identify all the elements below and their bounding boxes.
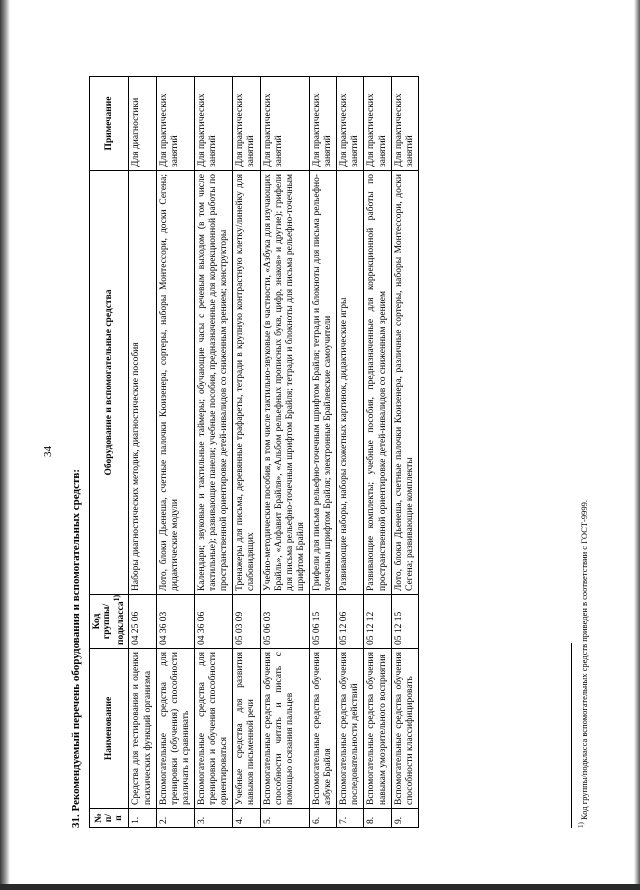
footnote <box>577 500 589 828</box>
row-equipment: Лото, блоки Дьенеша, счетные палочки Кюизенера, различные сортеры, наборы Монтессори, доски Сегена; развивающие комплекты <box>391 171 418 595</box>
row-equipment: Развивающие комплекты; учебные пособия, предназначенные для коррекционной работы по пространственной ориентировке детей-инвалидов со сниженным зрением <box>364 171 391 595</box>
table-header-row <box>90 77 129 828</box>
row-equipment: Грифели для письма рельефно-точечным шрифтом Брайля; тетради и блокноты для письма рельефно-точечным шрифтом Брайля; электронные Брайлевские самоучители <box>310 171 337 595</box>
row-num: 6. <box>310 809 337 828</box>
row-equipment: Тренажеры для письма, деревянные трафареты, тетради в крупную контрастную клетку/линейку для слабовидящих <box>233 171 260 595</box>
row-note: Для практических занятий <box>233 77 260 171</box>
row-name: Вспомогательные средства обучения способности читать и писать с помощью осязания пальцев <box>260 649 309 809</box>
row-code: 04 25 06 <box>129 595 156 649</box>
row-code: 05 12 15 <box>391 595 418 649</box>
row-num: 2. <box>156 809 194 828</box>
row-name: Вспомогательные средства обучения азбуке Брайля <box>310 649 337 809</box>
table-row <box>233 77 260 828</box>
header-note: Примечание <box>90 77 129 171</box>
row-num: 4. <box>233 809 260 828</box>
row-note: Для практических занятий <box>156 77 194 171</box>
header-code-label: Код группы/ подкласса <box>92 601 127 645</box>
row-equipment: Учебно-методические пособия, в том числе тактильно-звуковые (в частности, «Азбука для изучающих Брайль», «Алфавит Брайля», «Альбом рельефных прописных букв, цифр, знаков» и другие); грифели для письма рельефно-точечным шрифтом Брайля; тетради и блокноты для письма рельефно-точечным шрифтом Брайля <box>260 171 309 595</box>
row-name: Учебные средства для развития навыков письменной речи <box>233 649 260 809</box>
section-title: 31. Рекомендуемый перечень оборудования и вспомогательных средств: <box>70 469 82 828</box>
row-name: Вспомогательные средства для тренировки (обучения) способности различать и сравнивать <box>156 649 194 809</box>
row-note: Для практических занятий <box>391 77 418 171</box>
header-name: Наименование <box>90 649 129 809</box>
row-name: Вспомогательные средства обучения способности классифицировать <box>391 649 418 809</box>
table-row <box>129 77 156 828</box>
footnote-divider <box>571 643 572 828</box>
row-note: Для практических занятий <box>195 77 233 171</box>
row-num: 1. <box>129 809 156 828</box>
row-num: 8. <box>364 809 391 828</box>
table-row <box>337 77 364 828</box>
row-num: 3. <box>195 809 233 828</box>
header-code <box>90 595 129 649</box>
row-code: 05 06 03 <box>260 595 309 649</box>
row-num: 7. <box>337 809 364 828</box>
row-equipment: Наборы диагностических методик, диагностические пособия <box>129 171 156 595</box>
table-row <box>156 77 194 828</box>
row-code: 04 36 06 <box>195 595 233 649</box>
row-num: 9. <box>391 809 418 828</box>
row-name: Вспомогательные средства обучения навыкам умозрительного восприятия <box>364 649 391 809</box>
row-name: Вспомогательные средства обучения последовательности действий <box>337 649 364 809</box>
row-code: 05 12 06 <box>337 595 364 649</box>
equipment-table <box>89 76 419 828</box>
table-row <box>260 77 309 828</box>
header-code-footnote-mark: 1) <box>111 594 121 602</box>
row-equipment: Развивающие наборы, наборы сюжетных картинок, дидактические игры <box>337 171 364 595</box>
table-row <box>195 77 233 828</box>
row-equipment: Лото, блоки Дьенеша, счетные палочки Кюизенера, сортеры, наборы Монтессори, доски Сегена; дидактические модули <box>156 171 194 595</box>
table-row <box>310 77 337 828</box>
row-note: Для практических занятий <box>337 77 364 171</box>
table-row <box>364 77 391 828</box>
row-code: 05 03 09 <box>233 595 260 649</box>
row-equipment: Календари; звуковые и тактильные таймеры; обучающие часы с речевым выходом (в том числе тактильные); развивающие панели; учебные пособия, предназначенные для коррекционной работы по пространственной ориентировке детей-инвалидов со сниженным зрением; конструкторы <box>195 171 233 595</box>
page-number: 34 <box>42 446 54 457</box>
header-num: № п/п <box>90 809 129 828</box>
row-note: Для практических занятий <box>310 77 337 171</box>
row-note: Для практических занятий <box>260 77 309 171</box>
row-code: 05 12 12 <box>364 595 391 649</box>
row-code: 04 36 03 <box>156 595 194 649</box>
table-row <box>391 77 418 828</box>
row-code: 05 06 15 <box>310 595 337 649</box>
footnote-text: Код группы/подкласса вспомогательных средств приведен в соответствии с ГОСТ-9999. <box>578 500 589 820</box>
row-name: Средства для тестирования и оценки психических функций организма <box>129 649 156 809</box>
row-note: Для диагностики <box>129 77 156 171</box>
header-equipment: Оборудование и вспомогательные средства <box>90 171 129 595</box>
row-name: Вспомогательные средства для тренировки и обучения способности ориентироваться <box>195 649 233 809</box>
footnote-mark: 1) <box>577 822 585 828</box>
row-num: 5. <box>260 809 309 828</box>
row-note: Для практических занятий <box>364 77 391 171</box>
